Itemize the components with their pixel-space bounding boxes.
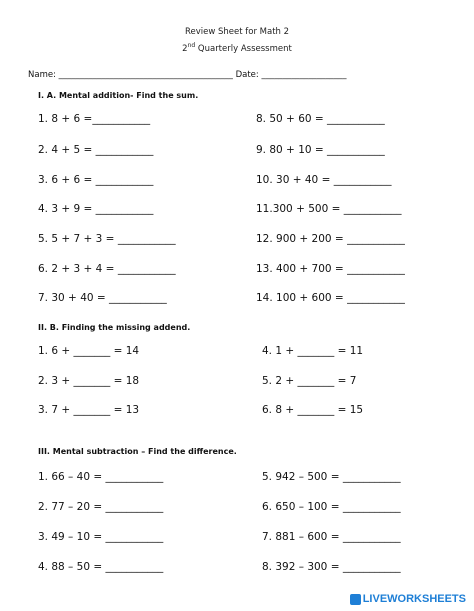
subtitle-suffix: nd [187, 42, 196, 49]
addend-problem-6: 6. 8 + _______ = 15 [262, 404, 364, 416]
subtraction-problem-5: 5. 942 – 500 = ___________ [262, 471, 401, 483]
subtitle-rest: Quarterly Assessment [195, 43, 292, 54]
subtraction-problem-3: 3. 49 – 10 = ___________ [38, 531, 164, 543]
problem-5: 5. 5 + 7 + 3 = ___________ [38, 233, 176, 245]
logo-text: LIVEWORKSHEETS [362, 593, 466, 605]
section-2-heading: II. B. Finding the missing addend. [38, 323, 191, 332]
problem-12: 12. 900 + 200 = ___________ [256, 233, 405, 245]
problem-4: 4. 3 + 9 = ___________ [38, 203, 154, 215]
subtraction-problem-6: 6. 650 – 100 = ___________ [262, 501, 401, 513]
section-1-heading: I. A. Mental addition- Find the sum. [38, 91, 199, 100]
problem-13: 13. 400 + 700 = ___________ [256, 263, 405, 275]
addend-problem-3: 3. 7 + _______ = 13 [38, 404, 140, 416]
addend-problem-4: 4. 1 + _______ = 11 [262, 345, 364, 357]
problem-1: 1. 8 + 6 =___________ [38, 113, 151, 125]
subtraction-problem-1: 1. 66 – 40 = ___________ [38, 471, 164, 483]
problem-7: 7. 30 + 40 = ___________ [38, 292, 167, 304]
worksheet-title: Review Sheet for Math 2 [184, 27, 290, 37]
subtraction-problem-2: 2. 77 – 20 = ___________ [38, 501, 164, 513]
addend-problem-2: 2. 3 + _______ = 18 [38, 375, 140, 387]
subtraction-problem-8: 8. 392 – 300 = ___________ [262, 561, 401, 573]
worksheet-subtitle [0, 43, 474, 53]
problem-9: 9. 80 + 10 = ___________ [256, 144, 385, 156]
problem-2: 2. 4 + 5 = ___________ [38, 144, 154, 156]
problem-11: 11.300 + 500 = ___________ [256, 203, 402, 215]
subtraction-problem-4: 4. 88 – 50 = ___________ [38, 561, 164, 573]
liveworksheets-logo-icon [350, 594, 361, 605]
subtitle-ordinal: 2 [182, 43, 188, 54]
problem-8: 8. 50 + 60 = ___________ [256, 113, 385, 125]
addend-problem-1: 1. 6 + _______ = 14 [38, 345, 140, 357]
section-3-heading: III. Mental subtraction – Find the difference. [38, 447, 237, 456]
problem-10: 10. 30 + 40 = ___________ [256, 174, 392, 186]
subtraction-problem-7: 7. 881 – 600 = ___________ [262, 531, 401, 543]
liveworksheets-logo[interactable] [350, 594, 466, 605]
name-date-line: Name: _________________________________________ Date: ____________________ [28, 70, 347, 80]
addend-problem-5: 5. 2 + _______ = 7 [262, 375, 357, 387]
problem-14: 14. 100 + 600 = ___________ [256, 292, 405, 304]
problem-6: 6. 2 + 3 + 4 = ___________ [38, 263, 176, 275]
problem-3: 3. 6 + 6 = ___________ [38, 174, 154, 186]
